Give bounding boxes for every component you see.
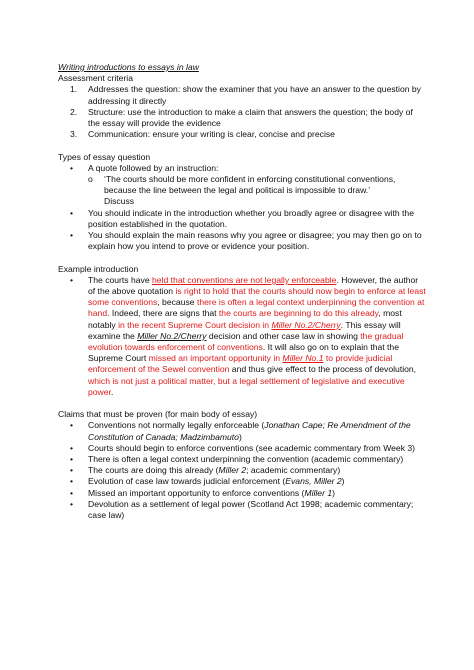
discuss-instruction: Discuss: [104, 196, 135, 207]
types-bullet-text: You should explain the main reasons why you agree or disagree; you may then go on to explain how you intend to prove or evidence your position.: [88, 230, 422, 252]
claim-item: [70, 443, 426, 454]
claim-text: ): [332, 487, 335, 498]
claim-item: [70, 476, 426, 487]
claim-text: Missed an important opportunity to enforce conventions (: [88, 487, 305, 498]
claim-case-names: Evans, Miller 2: [285, 476, 342, 487]
example-segment-highlight: to provide judicial enforcement of the Sewel convention: [88, 353, 393, 375]
claims-heading: Claims that must be proven (for main body of essay): [58, 409, 258, 420]
example-segment-highlight: which is not just a political matter, but a legal settlement of legislative and executive power: [88, 375, 405, 397]
claim-item: [70, 465, 426, 476]
example-segment-highlight: the gradual evolution towards enforcement of conventions: [88, 330, 404, 353]
spacer: [58, 252, 426, 263]
claim-text: ): [238, 431, 242, 442]
claim-text: ; academic commentary): [246, 465, 341, 476]
example-segment-highlight: is right to hold that the courts should now begin to enforce at least some conventions: [88, 286, 426, 308]
example-segment: and thus give effect to the process of devolution,: [229, 364, 417, 375]
assessment-item: [70, 107, 426, 129]
claim-item: [70, 420, 426, 442]
example-segment: . It will also go on to explain that the Supreme Court: [88, 342, 399, 364]
list-number: 1.: [70, 84, 78, 95]
example-segment-highlight: held that conventions are not legally enforceable: [152, 274, 337, 285]
example-heading: Example introduction: [58, 263, 139, 274]
sub-bullet-marker: o: [88, 174, 93, 185]
types-bullet: [70, 208, 426, 230]
assessment-item-text: Communication: ensure your writing is clear, concise and precise: [88, 129, 335, 140]
list-number: 2.: [70, 106, 78, 117]
claim-text: ): [341, 476, 345, 487]
document-page: [58, 62, 426, 521]
example-segment: The courts have: [88, 274, 153, 285]
example-segment: . However, the author of the above quotation: [88, 274, 419, 297]
bullet-marker: •: [70, 442, 74, 453]
claim-case-names: Jonathan Cape; Re Amendment of the Constitution of Canada; Madzimbamuto: [88, 420, 411, 442]
types-bullet: [70, 163, 426, 174]
example-segment-highlight: missed an important opportunity in: [148, 353, 283, 364]
example-text: [88, 275, 426, 397]
claim-item: [70, 454, 426, 465]
claim-case-names: Miller 2: [218, 465, 247, 476]
example-segment-highlight: the courts are beginning to do this already: [218, 308, 379, 319]
bullet-marker: •: [70, 207, 74, 218]
bullet-marker: •: [70, 476, 74, 487]
example-case-name: Miller No.1: [282, 353, 324, 364]
bullet-marker: •: [70, 230, 74, 241]
bullet-marker: •: [70, 274, 74, 285]
assessment-item-text: Structure: use the introduction to make a claim that answers the question; the body of the essay will provide the evidence: [88, 106, 413, 129]
quote-text: ‘The courts should be more confident in enforcing constitutional conventions, because the line between the legal and political is impossible to draw.’: [104, 174, 396, 196]
spacer: [58, 140, 426, 151]
claim-item: [70, 499, 426, 521]
example-segment: .: [110, 386, 114, 397]
claim-text: Courts should begin to enforce conventions (see academic commentary from Week 3): [88, 442, 416, 453]
spacer: [58, 398, 426, 409]
list-number: 3.: [70, 129, 78, 140]
claim-item: [70, 488, 426, 499]
bullet-marker: •: [70, 498, 74, 509]
example-segment: . Indeed, there are signs that: [107, 308, 219, 319]
types-bullet-text: A quote followed by an instruction:: [88, 162, 219, 173]
assessment-item-text: Addresses the question: show the examiner that you have an answer to the question by addressing it directly: [88, 84, 421, 106]
claim-text: Evolution of case law towards judicial enforcement (: [88, 476, 286, 487]
assessment-item: [70, 84, 426, 106]
claim-text: There is often a legal context underpinning the convention (academic commentary): [88, 454, 404, 465]
quote-item: [88, 174, 426, 196]
bullet-marker: •: [70, 454, 74, 465]
example-segment-highlight: in the recent Supreme Court decision in: [118, 319, 272, 330]
bullet-marker: •: [70, 487, 74, 498]
assessment-item: [70, 129, 426, 140]
bullet-marker: •: [70, 465, 74, 476]
example-paragraph: [70, 275, 426, 398]
claim-text: Conventions not normally legally enforceable (: [88, 420, 265, 431]
document-title: Writing introductions to essays in law: [58, 62, 199, 72]
types-bullet-text: You should indicate in the introduction whether you broadly agree or disagree with the position established in the quotation.: [88, 207, 414, 229]
assessment-heading: Assessment criteria: [58, 73, 133, 84]
bullet-marker: •: [70, 420, 74, 431]
example-segment: , most notably: [88, 308, 402, 330]
example-segment: decision and other case law in showing: [206, 330, 361, 341]
example-segment-highlight: there is often a legal context underpinning the convention at hand: [88, 297, 425, 319]
claim-text: Devolution as a settlement of legal power (Scotland Act 1998; academic commentary; case law): [88, 498, 414, 521]
example-case-name: Miller No.2/Cherry: [271, 319, 341, 330]
bullet-marker: •: [70, 162, 74, 173]
types-heading: Types of essay question: [58, 151, 151, 162]
claim-case-names: Miller 1: [304, 487, 333, 498]
example-case-name: Miller No.2/Cherry: [137, 330, 207, 341]
example-segment: . This essay will examine the: [88, 319, 401, 341]
types-bullet: [70, 230, 426, 252]
claim-text: The courts are doing this already (: [88, 465, 219, 476]
example-segment: , because: [157, 297, 197, 308]
